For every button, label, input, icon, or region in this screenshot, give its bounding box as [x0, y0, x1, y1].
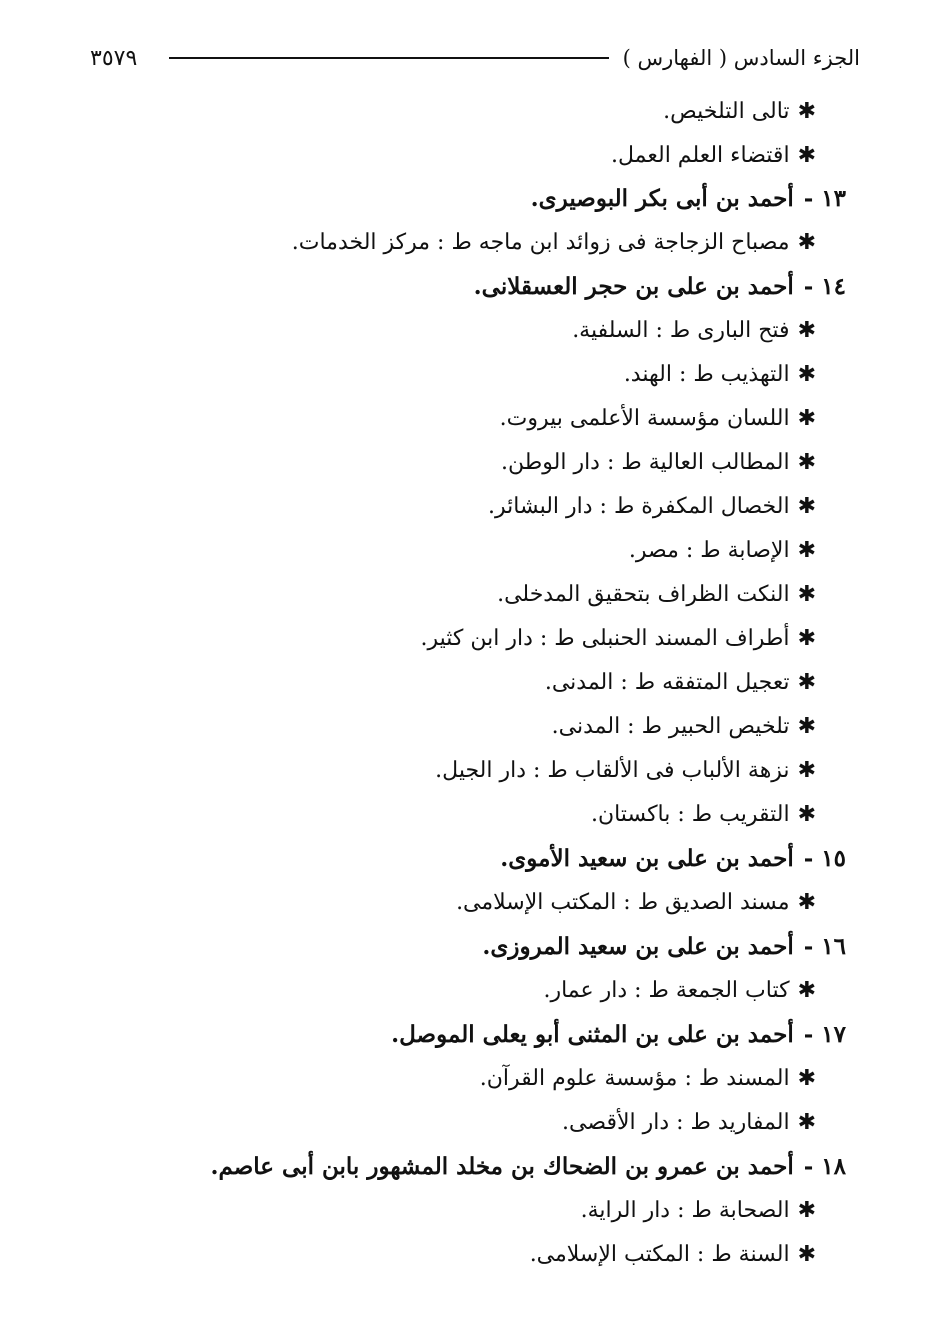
index-entry — [474, 272, 846, 302]
line-text: كتاب الجمعة ط : دار عمار. — [543, 978, 790, 1003]
index-item — [552, 712, 816, 742]
index-item — [292, 228, 816, 258]
entry-number: ١٣ - — [803, 185, 846, 212]
asterisk-bullet-icon: ✱ — [797, 538, 816, 563]
index-item — [435, 756, 816, 786]
line-text: المسند ط : مؤسسة علوم القرآن. — [479, 1066, 790, 1091]
line-text: التهذيب ط : الهند. — [623, 362, 790, 387]
line-text: السنة ط : المكتب الإسلامى. — [529, 1242, 790, 1267]
asterisk-bullet-icon: ✱ — [797, 318, 816, 343]
index-entry — [391, 1020, 846, 1050]
asterisk-bullet-icon: ✱ — [797, 362, 816, 387]
header-rule — [169, 57, 608, 59]
line-text: أحمد بن على بن سعيد المروزى. — [482, 933, 794, 960]
index-item — [663, 97, 816, 127]
index-item — [543, 976, 816, 1006]
line-text: المفاريد ط : دار الأقصى. — [562, 1110, 790, 1135]
line-text: أحمد بن على بن سعيد الأموى. — [500, 845, 794, 872]
line-text: أحمد بن على بن المثنى أبو يعلى الموصل. — [391, 1021, 794, 1048]
asterisk-bullet-icon: ✱ — [797, 758, 816, 783]
asterisk-bullet-icon: ✱ — [797, 494, 816, 519]
line-text: تعجيل المتفقه ط : المدنى. — [544, 670, 790, 695]
index-item — [624, 360, 816, 390]
asterisk-bullet-icon: ✱ — [797, 1242, 816, 1267]
index-entry — [210, 1152, 846, 1182]
line-text: مصباح الزجاجة فى زوائد ابن ماجه ط : مركز الخدمات. — [291, 230, 790, 255]
entry-number: ١٦ - — [803, 933, 846, 960]
index-item — [501, 448, 816, 478]
line-text: أحمد بن أبى بكر البوصيرى. — [530, 185, 794, 212]
entry-number: ١٥ - — [803, 845, 846, 872]
page-number: ٣٥٧٩ — [90, 45, 138, 71]
line-text: الصحابة ط : دار الراية. — [580, 1198, 790, 1223]
index-item — [530, 1240, 816, 1270]
line-text: اقتضاء العلم العمل. — [611, 143, 790, 168]
asterisk-bullet-icon: ✱ — [797, 890, 816, 915]
index-item — [572, 316, 816, 346]
index-item — [545, 668, 816, 698]
line-text: اللسان مؤسسة الأعلمى بيروت. — [499, 406, 790, 431]
line-text: الإصابة ط : مصر. — [628, 538, 790, 563]
asterisk-bullet-icon: ✱ — [797, 978, 816, 1003]
index-entry — [482, 932, 846, 962]
asterisk-bullet-icon: ✱ — [797, 230, 816, 255]
line-text: المطالب العالية ط : دار الوطن. — [501, 450, 790, 475]
asterisk-bullet-icon: ✱ — [797, 582, 816, 607]
index-item — [456, 888, 816, 918]
line-text: أحمد بن عمرو بن الضحاك بن مخلد المشهور بابن أبى عاصم. — [210, 1153, 794, 1180]
line-text: نزهة الألباب فى الألقاب ط : دار الجيل. — [435, 758, 790, 783]
asterisk-bullet-icon: ✱ — [797, 626, 816, 651]
line-text: أحمد بن على بن حجر العسقلانى. — [473, 273, 794, 300]
asterisk-bullet-icon: ✱ — [797, 450, 816, 475]
line-text: الخصال المكفرة ط : دار البشائر. — [488, 494, 790, 519]
line-text: تلخيص الحبير ط : المدنى. — [551, 714, 790, 739]
index-item — [611, 141, 816, 171]
entry-number: ١٧ - — [803, 1021, 846, 1048]
asterisk-bullet-icon: ✱ — [797, 143, 816, 168]
line-text: التقريب ط : باكستان. — [590, 802, 790, 827]
index-item — [500, 404, 816, 434]
line-text: فتح البارى ط : السلفية. — [572, 318, 790, 343]
index-item — [629, 536, 816, 566]
entry-number: ١٨ - — [803, 1153, 846, 1180]
index-item — [581, 1196, 816, 1226]
index-item — [480, 1064, 816, 1094]
index-item — [497, 580, 816, 610]
asterisk-bullet-icon: ✱ — [797, 1066, 816, 1091]
asterisk-bullet-icon: ✱ — [797, 802, 816, 827]
asterisk-bullet-icon: ✱ — [797, 99, 816, 124]
index-entry — [531, 184, 846, 214]
asterisk-bullet-icon: ✱ — [797, 406, 816, 431]
line-text: مسند الصديق ط : المكتب الإسلامى. — [456, 890, 790, 915]
asterisk-bullet-icon: ✱ — [797, 1110, 816, 1135]
page-header — [90, 38, 860, 78]
index-item — [562, 1108, 816, 1138]
index-entry — [500, 844, 846, 874]
index-item — [488, 492, 816, 522]
index-item — [421, 624, 817, 654]
line-text: أطراف المسند الحنبلى ط : دار ابن كثير. — [420, 626, 790, 651]
index-item — [591, 800, 816, 830]
running-title: الجزء السادس ( الفهارس ) — [622, 46, 860, 70]
entry-number: ١٤ - — [803, 273, 846, 300]
line-text: تالى التلخيص. — [663, 99, 790, 124]
asterisk-bullet-icon: ✱ — [797, 1198, 816, 1223]
asterisk-bullet-icon: ✱ — [797, 670, 816, 695]
asterisk-bullet-icon: ✱ — [797, 714, 816, 739]
line-text: النكت الظراف بتحقيق المدخلى. — [497, 582, 790, 607]
